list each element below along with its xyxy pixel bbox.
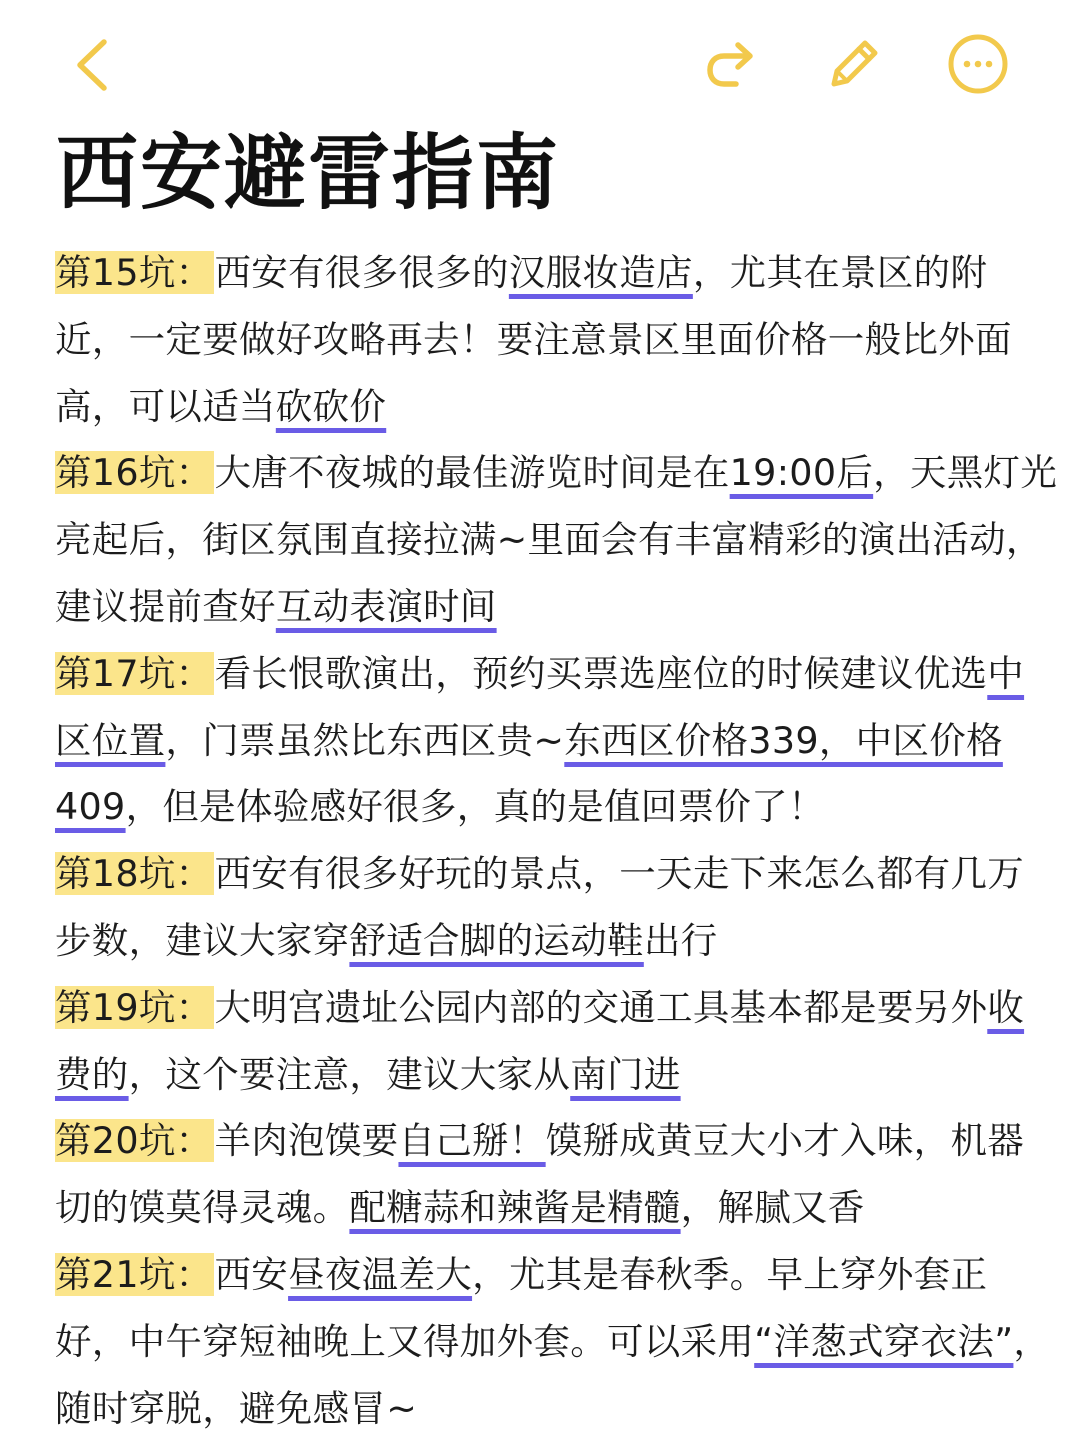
share-forward-icon — [698, 32, 762, 96]
underlined-phrase: 砍砍价 — [275, 384, 387, 428]
entry-text: 看长恨歌演出，预约买票选座位的时候建议优选 — [214, 651, 988, 695]
underlined-phrase: 收费的 — [55, 985, 1025, 1096]
more-dots-icon — [946, 32, 1010, 96]
underlined-phrase: 19:00后 — [729, 451, 874, 495]
underlined-phrase: 东西区价格339，中区价格409 — [55, 718, 1003, 829]
entry-text: 西安有很多很多的 — [214, 251, 509, 294]
note-entry — [55, 1242, 1060, 1442]
note-entry — [55, 440, 1060, 640]
toolbar — [0, 0, 1080, 130]
entry-text: ，这个要注意，建议大家从 — [128, 1052, 571, 1096]
edit-button[interactable] — [818, 28, 890, 100]
note-entry — [55, 641, 1060, 841]
chevron-left-icon — [64, 34, 124, 94]
entry-text: 羊肉泡馍要 — [214, 1119, 399, 1163]
entry-text: 西安有很多好玩的景点，一天走下来怎么都有几万步数，建议大家穿 — [55, 852, 1025, 962]
note-entry — [55, 975, 1060, 1109]
entry-text: ，但是体验感好很多，真的是值回票价了！ — [125, 785, 825, 829]
entry-label: 第15坑： — [55, 251, 213, 294]
underlined-phrase: 配糖蒜和辣酱是精髓 — [349, 1186, 681, 1230]
note-entry — [55, 841, 1060, 975]
underlined-phrase: 汉服妆造店 — [508, 251, 693, 294]
more-button[interactable] — [942, 28, 1014, 100]
entry-text: 大明宫遗址公园内部的交通工具基本都是要另外 — [214, 985, 988, 1029]
entry-text: ，解腻又香 — [680, 1186, 865, 1230]
pencil-icon — [821, 31, 887, 97]
underlined-phrase: 自己掰！ — [398, 1119, 546, 1163]
note-title: 西安避雷指南 — [56, 126, 561, 221]
entry-text: 大唐不夜城的最佳游览时间是在 — [214, 451, 730, 495]
entry-label: 第19坑： — [55, 985, 213, 1029]
entry-text: ，尤其是春秋季。早上穿外套正好，中午穿短袖晚上又得加外套。可以采用 — [55, 1252, 988, 1363]
entry-text: ，尤其在景区的附近，一定要做好攻略再去！要注意景区里面价格一般比外面高，可以适当 — [55, 251, 1012, 428]
entry-label: 第16坑： — [55, 451, 213, 495]
underlined-phrase: 中区位置 — [55, 651, 1025, 762]
underlined-phrase: 昼夜温差大 — [288, 1252, 473, 1296]
entry-text: ，随时穿脱，避免感冒~ — [55, 1319, 1051, 1430]
underlined-phrase: 南门进 — [570, 1052, 681, 1096]
entry-text: ，门票虽然比东西区贵~ — [165, 718, 565, 762]
note-body[interactable] — [55, 240, 1060, 1442]
entry-text: 馍掰成黄豆大小才入味，机器切的馍莫得灵魂。 — [55, 1119, 1025, 1230]
underlined-phrase: “洋葱式穿衣法” — [754, 1319, 1014, 1363]
entry-label: 第20坑： — [55, 1119, 213, 1163]
entry-text: 出行 — [643, 918, 718, 962]
underlined-phrase: 互动表演时间 — [275, 584, 497, 628]
underlined-phrase: 舒适合脚的运动鞋 — [349, 918, 644, 962]
share-button[interactable] — [694, 28, 766, 100]
entry-label: 第21坑： — [55, 1252, 213, 1296]
entry-text: 西安 — [214, 1252, 289, 1296]
note-entry — [55, 1108, 1060, 1242]
back-button[interactable] — [58, 28, 130, 100]
entry-label: 第18坑： — [55, 852, 213, 896]
entry-label: 第17坑： — [55, 651, 213, 695]
note-entry — [55, 240, 1060, 440]
entry-text: ，天黑灯光亮起后，街区氛围直接拉满~里面会有丰富精彩的演出活动，建议提前查好 — [55, 451, 1058, 628]
